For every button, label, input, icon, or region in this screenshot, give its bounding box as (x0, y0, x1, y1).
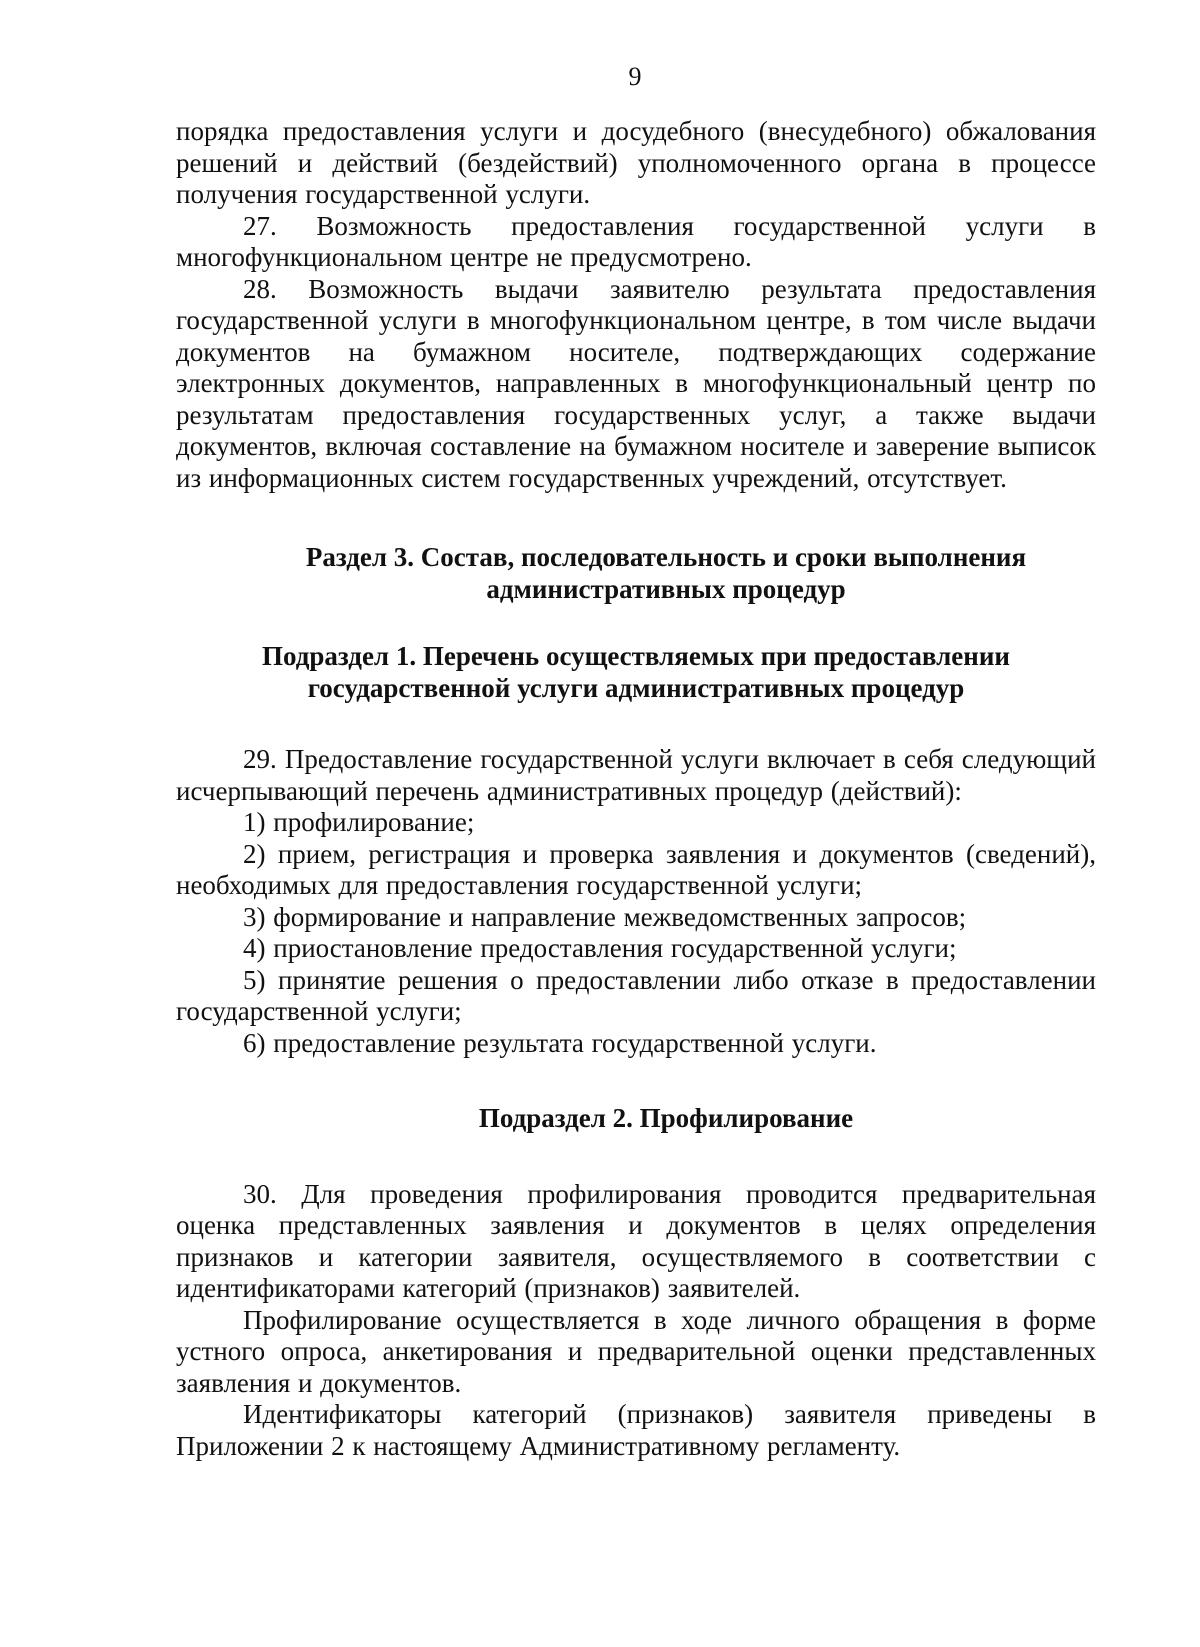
list-item: 5) принятие решения о предоставлении либо отказе в предоставлении государственной услуги; (176, 964, 1096, 1026)
list-item: 6) предоставление результата государственной услуги. (243, 1027, 877, 1058)
section-3-heading (176, 542, 1096, 605)
document-body (176, 116, 1096, 1462)
subsection-1-heading (176, 641, 1096, 704)
paragraph-identifiers: Идентификаторы категорий (признаков) заявителя приведены в Приложении 2 к настоящему Административному регламенту. (176, 1399, 1096, 1461)
paragraph-27: 27. Возможность предоставления государственной услуги в многофункциональном центре не предусмотрено. (176, 210, 1096, 272)
list-item: 1) профилирование; (243, 807, 475, 837)
list-item: 3) формирование и направление межведомственных запросов; (243, 901, 967, 932)
subsection-1-heading-line1: Подраздел 1. Перечень осуществляемых при предоставлении (262, 641, 1010, 671)
paragraph-continuation: порядка предоставления услуги и досудебного (внесудебного) обжалования решений и действий (бездействий) уполномоченного органа в процессе получения государственной услуги. (176, 116, 1096, 209)
list-item: 4) приостановление предоставления государственной услуги; (243, 933, 957, 963)
paragraph-28: 28. Возможность выдачи заявителю результата предоставления государственной услуги в многофункциональном центре, в том числе выдачи документов на бумажном носителе, подтверждающих содержание электронных документов, направленных в многофункциональный центр по результатам предоставления государственных услуг, а также выдачи документов, включая составление на бумажном носителе и заверение выписок из информационных систем государственных учреждений, отсутствует. (176, 273, 1096, 493)
paragraph-profiling-method: Профилирование осуществляется в ходе личного обращения в форме устного опроса, анкетирования и предварительной оценки представленных заявления и документов. (176, 1304, 1096, 1398)
section-3-heading-line1: Раздел 3. Состав, последовательность и сроки выполнения (305, 542, 1027, 572)
page-number: 9 (628, 62, 642, 91)
section-3-heading-line2: административных процедур (486, 573, 846, 604)
paragraph-30: 30. Для проведения профилирования проводится предварительная оценка представленных заявления и документов в целях определения признаков и категории заявителя, осуществляемого в соответствии с идентификаторами категорий (признаков) заявителей. (176, 1178, 1096, 1303)
paragraph-29-intro: 29. Предоставление государственной услуги включает в себя следующий исчерпывающий перечень административных процедур (действий): (176, 744, 1096, 806)
subsection-2-heading: Подраздел 2. Профилирование (478, 1103, 854, 1133)
list-item: 2) прием, регистрация и проверка заявления и документов (сведений), необходимых для предоставления государственной услуги; (176, 838, 1096, 900)
subsection-1-heading-line2: государственной услуги административных процедур (307, 672, 965, 703)
